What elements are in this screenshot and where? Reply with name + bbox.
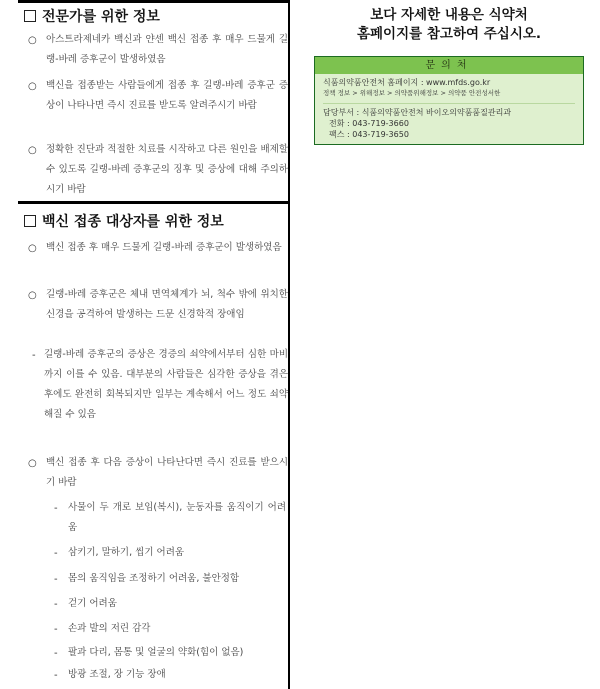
recipient-info-item: 길랭-바레 증후군의 증상은 경증의 쇠약에서부터 심한 마비까지 이를 수 있음. 대부분의 사람들은 심각한 증상을 겪은 후에도 완전히 회복되지만 일부는 계속해서 어느 정도 쇠약해질 수 있음 xyxy=(44,349,288,420)
symptom-item: 삼키기, 말하기, 씹기 어려움 xyxy=(68,547,185,558)
dash-bullet: - xyxy=(54,624,58,635)
recipient-info-item: 백신 접종 후 다음 증상이 나타난다면 즉시 진료를 받으시기 바람 xyxy=(46,457,288,488)
dash-bullet: - xyxy=(32,350,36,361)
contact-divider xyxy=(323,103,575,104)
left-column xyxy=(18,0,290,689)
circle-bullet-icon: ○ xyxy=(28,458,37,469)
symptom-item: 손과 발의 저린 감각 xyxy=(68,623,151,634)
phone-number: 전화 : 043-719-3660 xyxy=(329,119,409,128)
reference-notice-line1: 보다 자세한 내용은 식약처 xyxy=(370,7,528,23)
section-rule xyxy=(18,201,290,204)
expert-info-item: 정확한 진단과 적절한 치료를 시작하고 다른 원인을 배제할 수 있도록 길랭-바레 증후군의 징후 및 증상에 대해 주의하시기 바람 xyxy=(46,144,288,195)
expert-info-item: 백신을 접종받는 사람들에게 접종 후 길랭-바레 증후군 증상이 나타나면 즉시 진료를 받도록 알려주시기 바람 xyxy=(46,80,288,111)
column-divider xyxy=(288,0,290,689)
dash-bullet: - xyxy=(54,548,58,559)
dash-bullet: - xyxy=(54,574,58,585)
dash-bullet: - xyxy=(54,670,58,681)
circle-bullet-icon: ○ xyxy=(28,81,37,92)
symptom-item: 방광 조절, 장 기능 장애 xyxy=(68,669,166,680)
dash-bullet: - xyxy=(54,599,58,610)
section-heading-recipients: 백신 접종 대상자를 위한 정보 xyxy=(24,211,224,231)
contact-header: 문의처 xyxy=(315,57,583,74)
recipient-info-item: 백신 접종 후 매우 드물게 길랭-바레 증후군이 발생하였음 xyxy=(46,242,282,253)
department: 담당부서 : 식품의약품안전처 바이오의약품품질관리과 xyxy=(323,108,512,117)
section-heading-experts: 전문가를 위한 정보 xyxy=(24,6,160,26)
checkbox-icon xyxy=(24,215,36,227)
top-rule xyxy=(18,0,290,3)
symptom-item: 팔과 다리, 몸통 및 얼굴의 약화(힘이 없음) xyxy=(68,647,244,658)
homepage-link[interactable]: 식품의약품안전처 홈페이지 : www.mfds.go.kr xyxy=(323,78,491,87)
reference-notice-line2: 홈페이지를 참고하여 주십시오. xyxy=(356,26,542,42)
circle-bullet-icon: ○ xyxy=(28,35,37,46)
fax-number: 팩스 : 043-719-3650 xyxy=(329,130,409,139)
homepage-path: 정책 정보 > 위해정보 > 의약품위해정보 > 의약품 안전성서한 xyxy=(323,89,501,97)
contact-body xyxy=(315,74,583,144)
recipient-info-item: 길랭-바레 증후군은 체내 면역체계가 뇌, 척수 밖에 위치한 신경을 공격하여 발생하는 드문 신경학적 장애임 xyxy=(46,289,288,320)
symptom-item: 사물이 두 개로 보임(복시), 눈동자를 움직이기 어려움 xyxy=(68,502,286,533)
circle-bullet-icon: ○ xyxy=(28,290,37,301)
checkbox-icon xyxy=(24,10,36,22)
symptom-item: 몸의 움직임을 조정하기 어려움, 불안정함 xyxy=(68,573,240,584)
circle-bullet-icon: ○ xyxy=(28,243,37,254)
symptom-item: 걷기 어려움 xyxy=(68,598,117,609)
dash-bullet: - xyxy=(54,503,58,514)
expert-info-item: 아스트라제네카 백신과 얀센 백신 접종 후 매우 드물게 길랭-바레 증후군이 발생하였음 xyxy=(46,34,288,65)
dash-bullet: - xyxy=(54,648,58,659)
circle-bullet-icon: ○ xyxy=(28,145,37,156)
contact-box xyxy=(314,56,584,145)
